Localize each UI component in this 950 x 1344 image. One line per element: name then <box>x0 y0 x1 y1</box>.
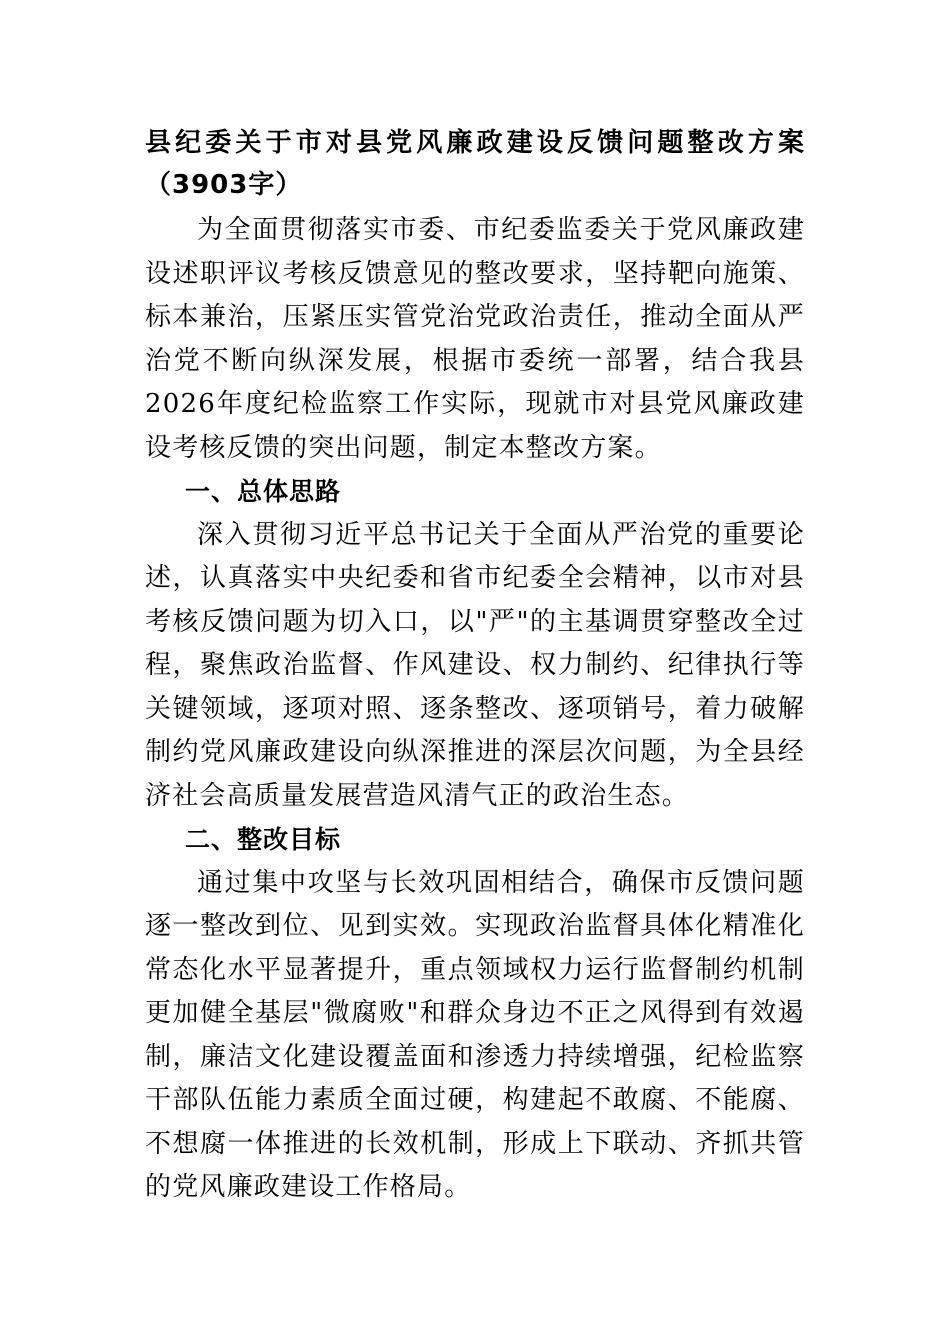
intro-paragraph: 为全面贯彻落实市委、市纪委监委关于党风廉政建设述职评议考核反馈意见的整改要求，坚持靶向施策、标本兼治，压紧压实管党治党政治责任，推动全面从严治党不断向纵深发展，根据市委统一部署，结合我县2026年度纪检监察工作实际，现就市对县党风廉政建设考核反馈的突出问题，制定本整改方案。 <box>145 215 805 463</box>
section-heading-rectification-goals: 二、整改目标 <box>185 825 342 854</box>
section-heading-general-approach: 一、总体思路 <box>185 477 342 506</box>
document-title: 县纪委关于市对县党风廉政建设反馈问题整改方案（3903字） <box>145 128 805 200</box>
document-body <box>145 122 805 1210</box>
section-body-rectification-goals: 通过集中攻坚与长效巩固相结合，确保市反馈问题逐一整改到位、见到实效。实现政治监督具体化精准化常态化水平显著提升，重点领域权力运行监督制约机制更加健全基层"微腐败"和群众身边不正之风得到有效遏制，廉洁文化建设覆盖面和渗透力持续增强，纪检监察干部队伍能力素质全面过硬，构建起不敢腐、不能腐、不想腐一体推进的长效机制，形成上下联动、齐抓共管的党风廉政建设工作格局。 <box>145 867 805 1202</box>
section-body-general-approach: 深入贯彻习近平总书记关于全面从严治党的重要论述，认真落实中央纪委和省市纪委全会精神，以市对县考核反馈问题为切入口，以"严"的主基调贯穿整改全过程，聚焦政治监督、作风建设、权力制约、纪律执行等关键领域，逐项对照、逐条整改、逐项销号，着力破解制约党风廉政建设向纵深推进的深层次问题，为全县经济社会高质量发展营造风清气正的政治生态。 <box>145 519 805 811</box>
